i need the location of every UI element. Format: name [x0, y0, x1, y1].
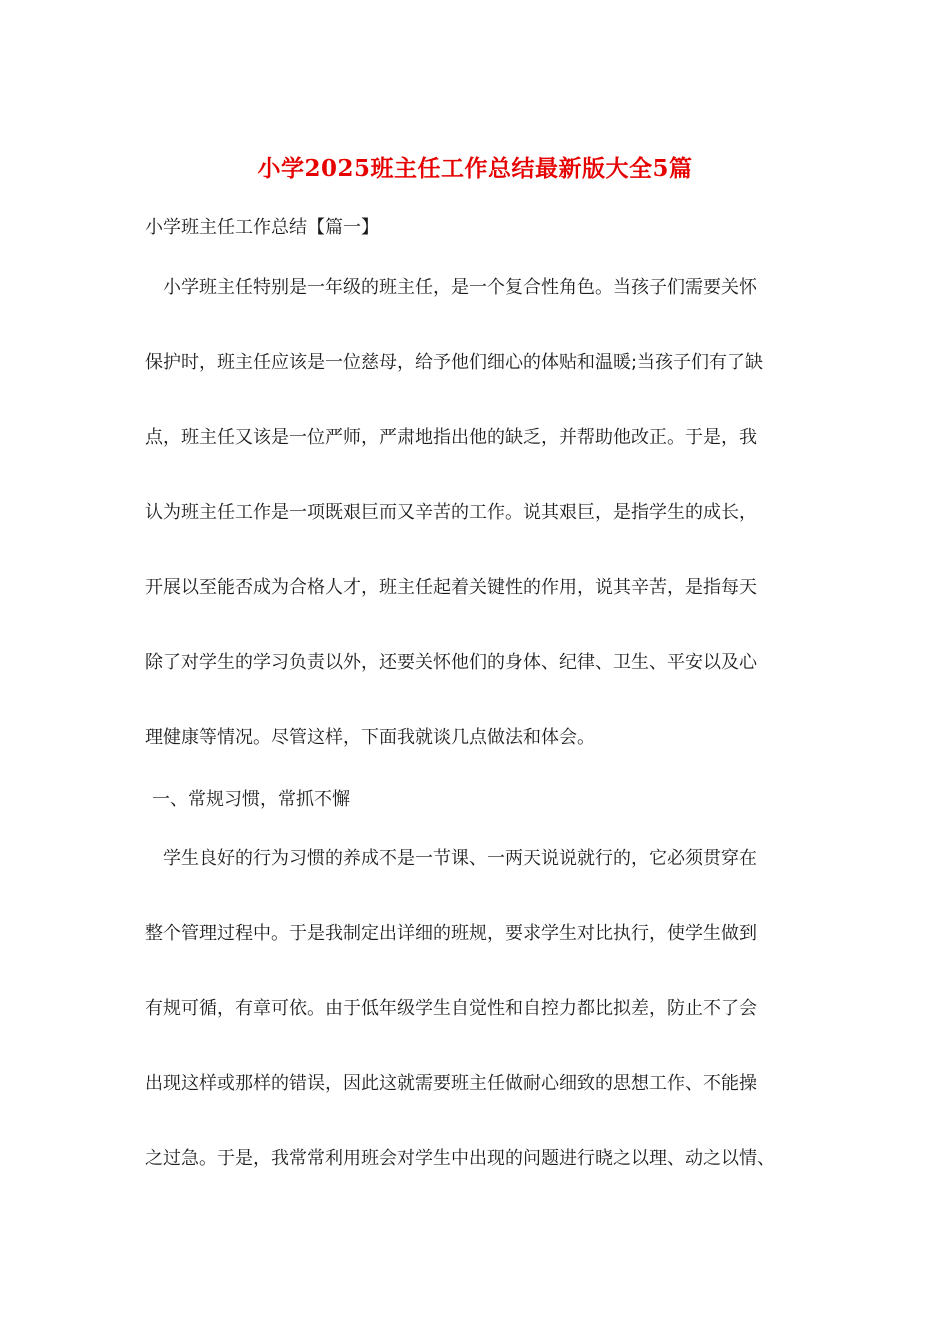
paragraph-line: 开展以至能否成为合格人才，班主任起着关键性的作用，说其辛苦，是指每天: [145, 577, 757, 598]
document-title: 小学2025班主任工作总结最新版大全5篇: [257, 155, 693, 182]
section-subtitle: 小学班主任工作总结【篇一】: [145, 217, 379, 238]
section-heading: 一、常规习惯，常抓不懈: [152, 789, 350, 810]
paragraph-line: 整个管理过程中。于是我制定出详细的班规，要求学生对比执行，使学生做到: [145, 923, 757, 944]
paragraph-line: 之过急。于是，我常常利用班会对学生中出现的问题进行晓之以理、动之以情、: [145, 1148, 775, 1169]
paragraph-2: [145, 821, 810, 1196]
paragraph-1: [145, 250, 810, 775]
paragraph-line: 除了对学生的学习负责以外，还要关怀他们的身体、纪律、卫生、平安以及心: [145, 652, 757, 673]
paragraph-line: 小学班主任特别是一年级的班主任，是一个复合性角色。当孩子们需要关怀: [145, 277, 757, 298]
paragraph-line: 有规可循，有章可依。由于低年级学生自觉性和自控力都比拟差，防止不了会: [145, 998, 757, 1019]
paragraph-line: 认为班主任工作是一项既艰巨而又辛苦的工作。说其艰巨，是指学生的成长，: [145, 502, 757, 523]
paragraph-line: 出现这样或那样的错误，因此这就需要班主任做耐心细致的思想工作、不能操: [145, 1073, 757, 1094]
paragraph-line: 理健康等情况。尽管这样，下面我就谈几点做法和体会。: [145, 727, 595, 748]
paragraph-line: 保护时，班主任应该是一位慈母，给予他们细心的体贴和温暖;当孩子们有了缺: [145, 352, 764, 373]
paragraph-line: 学生良好的行为习惯的养成不是一节课、一两天说说就行的，它必须贯穿在: [145, 848, 757, 869]
paragraph-line: 点，班主任又该是一位严师，严肃地指出他的缺乏，并帮助他改正。于是，我: [145, 427, 757, 448]
